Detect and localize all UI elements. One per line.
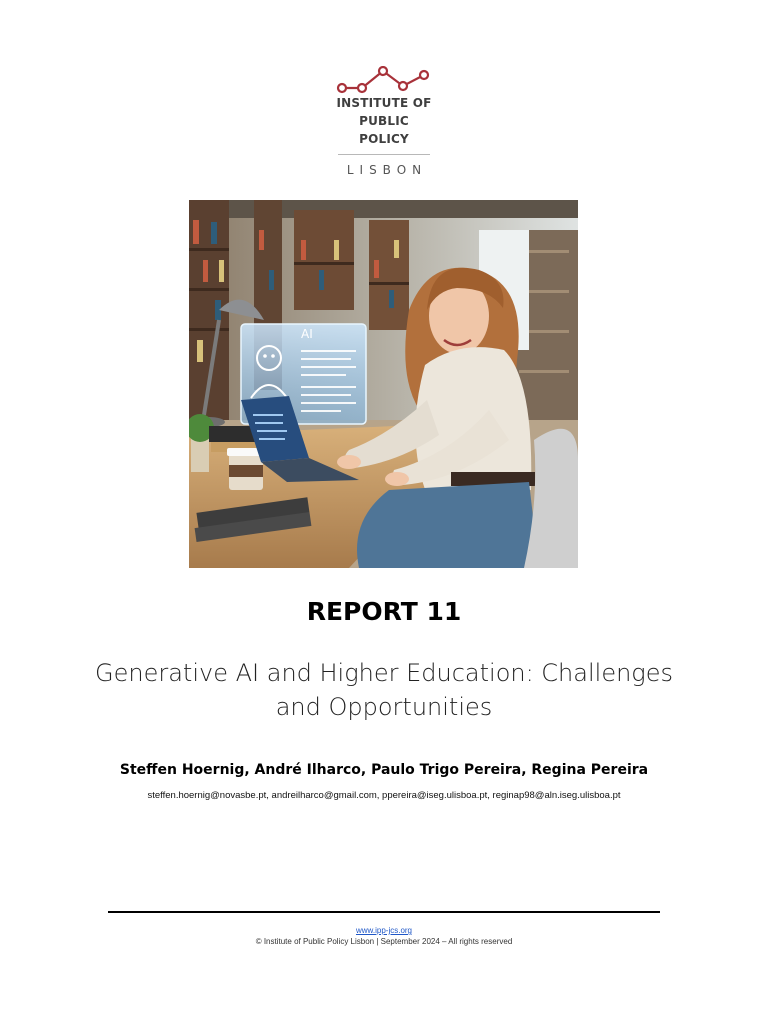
footer-divider (108, 911, 660, 913)
website-link[interactable]: www.ipp-jcs.org (355, 926, 412, 935)
logo-city: LISBON (346, 163, 428, 177)
logo-text-line2: PUBLIC POLICY (359, 114, 409, 146)
report-number: REPORT 11 (306, 597, 462, 626)
cover-illustration (189, 200, 578, 568)
author-emails: steffen.hoernig@novasbe.pt, andreilharco@gmail.com, ppereira@iseg.ulisboa.pt, reginap98@aln.iseg.ulisboa.pt (147, 790, 621, 801)
institute-logo (334, 66, 434, 177)
report-title: Generative AI and Higher Education: Challenges and Opportunities (95, 659, 673, 721)
copyright-notice: © Institute of Public Policy Lisbon | September 2024 – All rights reserved (255, 937, 513, 946)
hologram-ai-label: AI (301, 327, 313, 341)
logo-text-line1: INSTITUTE OF (336, 96, 432, 110)
logo-divider (338, 154, 430, 155)
line-graph-logo-icon (336, 66, 432, 94)
authors-list: Steffen Hoernig, André Ilharco, Paulo Trigo Pereira, Regina Pereira (119, 762, 649, 778)
